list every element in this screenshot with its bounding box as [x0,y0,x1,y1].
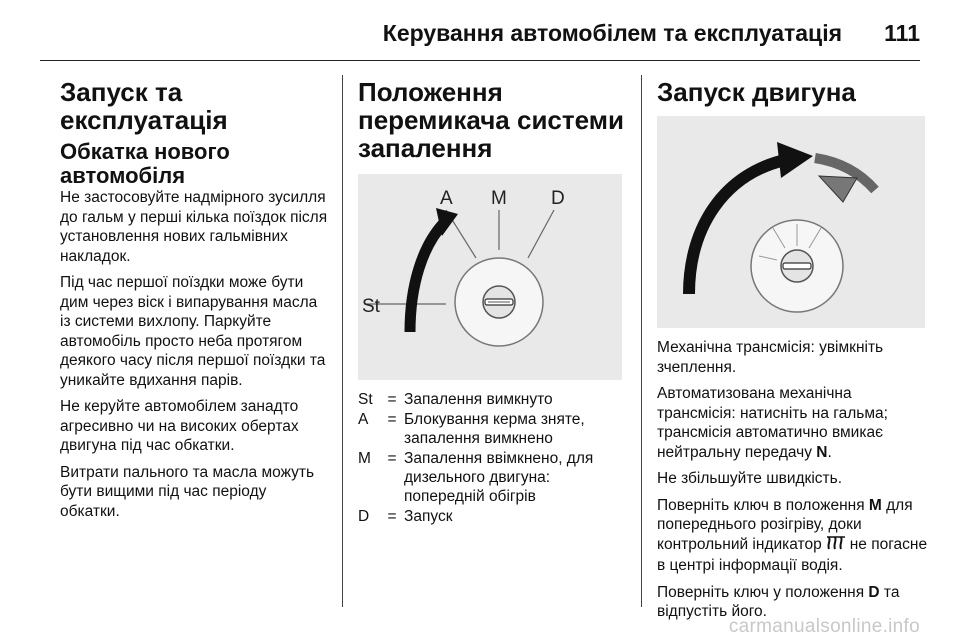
text-run: Автоматизована механічна трансмісія: натисніть на гальма; трансмісія автоматично вмикає нейтральну передачу [657,385,888,461]
paragraph [657,384,932,462]
ignition-switch-illustration [358,174,622,380]
figure-label-st: St [362,296,380,317]
text-run: та відпустіть його. [657,583,900,620]
legend-equals: = [387,391,397,408]
legend-key: A [358,411,369,428]
text-run: Поверніть ключ у положення [657,583,869,601]
column-divider [641,75,642,607]
legend-row [358,390,626,410]
paragraph: Під час першої поїздки може бути дим через віск і випарування масла із системи вихлопу. Паркуйте автомобіль просто неба протягом деякого часу після першої поїздки та уникайте вдихання парів. [60,274,326,389]
watermark: carmanualsonline.info [728,616,920,637]
legend-description: Запалення ввімкнено, для дизельного двигуна: попередній обігрів [404,450,594,505]
legend-key: St [358,391,373,408]
paragraph [657,496,932,576]
gear-n-label: N [816,443,828,461]
legend-equals: = [387,411,397,428]
page-number: 111 [884,20,920,46]
figure-label-d: D [551,188,565,209]
paragraph: Витрати пального та масла можуть бути вищими під час періоду обкатки. [60,463,315,520]
figure-label-m: M [491,188,507,209]
section-title-start-operation: Запуск та експлуатація [60,77,228,135]
legend-key: M [358,450,371,467]
column-ignition-positions [358,78,626,527]
engine-start-figure [657,116,925,328]
legend-equals: = [387,450,397,467]
paragraph: Не керуйте автомобілем занадто агресивно чи на високих обертах двигуна під час обкатки. [60,398,299,454]
legend-description: Блокування керма зняте, запалення вимкнено [404,411,585,447]
text-run: не погасне в центрі інформації водія. [657,535,928,574]
legend-description: Запалення вимкнуто [404,391,553,408]
section-title-ignition-positions: Положення перемикача системи запалення [358,77,624,163]
paragraph: Механічна трансмісія: увімкніть зчеплення. [657,339,884,376]
column-engine-start [657,78,932,629]
text-run: для попереднього розігріву, доки контрольний індикатор [657,496,913,553]
engine-start-illustration [657,116,925,328]
column-divider [342,75,343,607]
position-m-label: M [868,496,882,514]
legend-row [358,507,626,527]
ignition-switch-figure [358,174,622,380]
legend-row [358,449,626,507]
ignition-legend-table [358,390,626,527]
text-run: Поверніть ключ в положення [657,496,869,514]
legend-equals: = [387,508,397,525]
legend-key: D [358,508,370,525]
paragraph: Не застосовуйте надмірного зусилля до гальм у перші кілька поїздок після установлення нових гальмівних накладок. [60,189,328,265]
text-run: . [827,443,832,461]
legend-description: Запуск [404,508,453,525]
page-header-title: Керування автомобілем та експлуатація [382,20,842,46]
paragraph: Не збільшуйте швидкість. [657,470,843,487]
section-title-engine-start: Запуск двигуна [657,77,856,107]
legend-row [358,410,626,449]
header-rule [40,60,920,61]
subsection-title-running-in: Обкатка нового автомобіля [60,139,230,188]
figure-label-a: A [440,188,453,209]
position-d-label: D [868,583,880,601]
glow-plug-indicator-icon [826,535,846,557]
column-running-in [60,78,328,528]
